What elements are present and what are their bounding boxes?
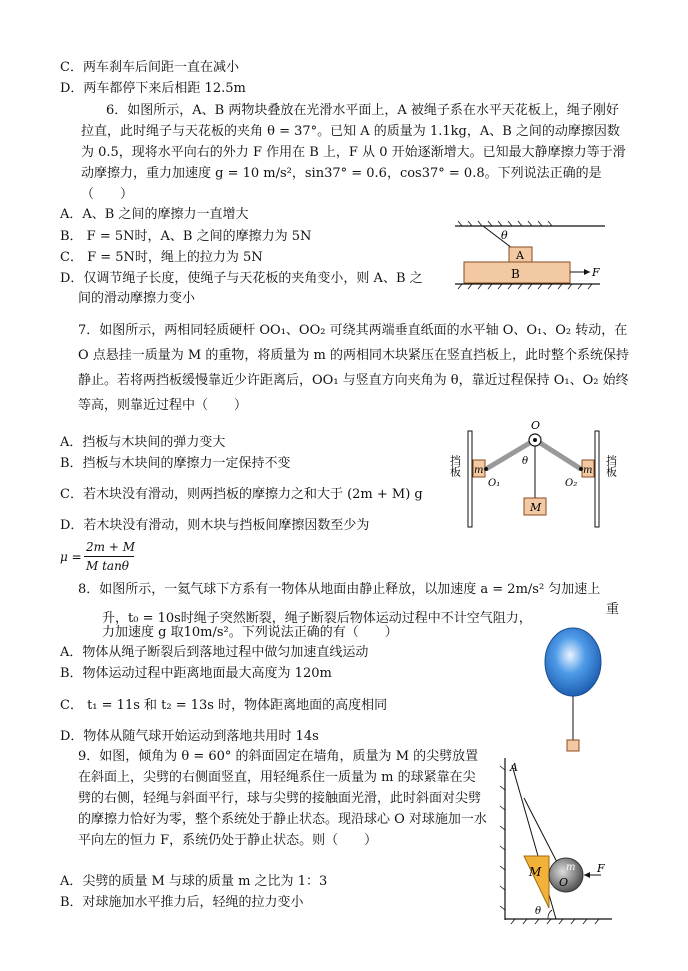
q8-option-b: B．物体运动过程中距离地面最大高度为 120m <box>60 666 332 681</box>
q7-fig-o2: O₂ <box>565 478 578 489</box>
q7-option-c: C．若木块没有滑动，则两挡板的摩擦力之和大于 (2m + M) g <box>60 487 423 502</box>
q7-formula-num: 2m + M <box>86 540 135 554</box>
q7-formula-mu: μ = <box>60 550 82 564</box>
q6-option-b: B． F = 5N时，A、B 之间的摩擦力为 5N <box>60 229 312 244</box>
q8-option-c: C． t₁ = 11s 和 t₂ = 13s 时，物体距离地面的高度相同 <box>60 698 388 713</box>
q7-fig-wall-left: 挡板 <box>448 455 462 477</box>
q9-fig-f: F <box>597 862 605 875</box>
q9-fig-wedge-m: M <box>529 865 542 879</box>
q7-stem: 7．如图所示，两相同轻质硬杆 OO₁、OO₂ 可绕其两端垂直纸面的水平轴 O、O₁、O₂ 转动，在 O 点悬挂一质量为 M 的重物，将质量为 m 的两相同木块紧压在竖直挡板上，此时整个系统保持静止。若将两挡板缓慢靠近少许距离后，OO₁ 与竖直方向夹角为 θ，靠近过程保持 O₁、O₂ 始终等高，则靠近过程中（ ） <box>78 323 629 413</box>
q9-option-a: A．尖劈的质量 M 与球的质量 m 之比为 1：3 <box>60 874 328 889</box>
q8-option-a: A．物体从绳子断裂后到落地过程中做匀加速直线运动 <box>60 645 369 660</box>
q7-option-b: B．挡板与木块间的摩擦力一定保持不变 <box>60 456 291 471</box>
q9-stem: 9．如图，倾角为 θ = 60° 的斜面固定在墙角，质量为 M 的尖劈放置在斜面上，尖劈的右侧面竖直，用轻绳系住一质量为 m 的球紧靠在尖劈的右侧，轻绳与斜面平行，球与尖劈的接触面光滑，此时斜面对尖劈的摩擦力恰好为零，整个系统处于静止状态。现沿球心 O 对球施加一水平向左的恒力 F，系统仍处于静止状态。则（ ） <box>78 749 487 848</box>
prev-option-c: C．两车刹车后间距一直在减小 <box>60 60 239 75</box>
q7-option-d: D．若木块没有滑动，则木块与挡板间摩擦因数至少为 <box>60 518 370 533</box>
q8-stem-line4: 力加速度 g 取10m/s²。下列说法正确的有（ ） <box>102 625 398 640</box>
q7-fig-theta: θ <box>522 456 529 467</box>
q6-option-c: C． F = 5N时，绳上的拉力为 5N <box>60 250 263 265</box>
q6-fig-block-b: B <box>511 267 520 281</box>
q6-option-d-line1: D．仅调节绳子长度，使绳子与天花板的夹角变小，则 A、B 之 <box>60 271 423 286</box>
q8-stem-line2: 升，t₀ = 10s时绳子突然断裂，绳子断裂后物体运动过程中不计空气阻力， <box>102 611 532 626</box>
q9-fig-a: A <box>510 761 518 774</box>
q7-fig-m-right: m <box>583 465 593 476</box>
q6-option-d-line2: 间的滑动摩擦力变小 <box>78 291 196 306</box>
q7-fig-o1: O₁ <box>488 478 501 489</box>
q9-option-b: B．对球施加水平推力后，轻绳的拉力变小 <box>60 895 304 910</box>
q6-option-a: A．A、B 之间的摩擦力一直增大 <box>60 207 249 222</box>
q6-stem: 6．如图所示，A、B 两物块叠放在光滑水平面上，A 被绳子系在水平天花板上，绳子刚好拉直，此时绳子与天花板的夹角 θ = 37°。已知 A 的质量为 1.1kg，A、B 之间的动摩擦因数为 0.5，现将水平向右的外力 F 作用在 B 上，F 从 0 开始逐渐增大。已知最大静摩擦力等于滑动摩擦力，重力加速度 g = 10 m/s²，sin37° = 0.6，cos37° = 0.8。下列说法正确的是（ ） <box>81 103 626 202</box>
q9-fig-ball-m: m <box>566 862 576 873</box>
q6-fig-theta: θ <box>501 229 508 242</box>
q7-fig-o: O <box>531 419 541 432</box>
q8-option-d: D．物体从随气球开始运动到落地共用时 14s <box>60 729 319 744</box>
q7-fig-mass-big: M <box>530 501 542 514</box>
q6-fig-force: F <box>592 266 600 279</box>
prev-option-d: D．两车都停下来后相距 12.5m <box>60 81 246 96</box>
q8-stem-line3: 重 <box>606 602 620 617</box>
q7-formula-den: M tanθ <box>86 559 130 573</box>
q7-fig-wall-right: 挡板 <box>604 455 618 477</box>
q9-fig-theta: θ <box>535 906 542 917</box>
q7-option-a: A．挡板与木块间的弹力变大 <box>60 435 226 450</box>
q9-fig-o: O <box>559 876 569 889</box>
q8-stem-line1: 8．如图所示，一氦气球下方系有一物体从地面由静止释放，以加速度 a = 2m/s² 匀加速上 <box>78 582 601 597</box>
q7-fig-m-left: m <box>474 465 484 476</box>
q6-fig-block-a: A <box>516 249 524 262</box>
